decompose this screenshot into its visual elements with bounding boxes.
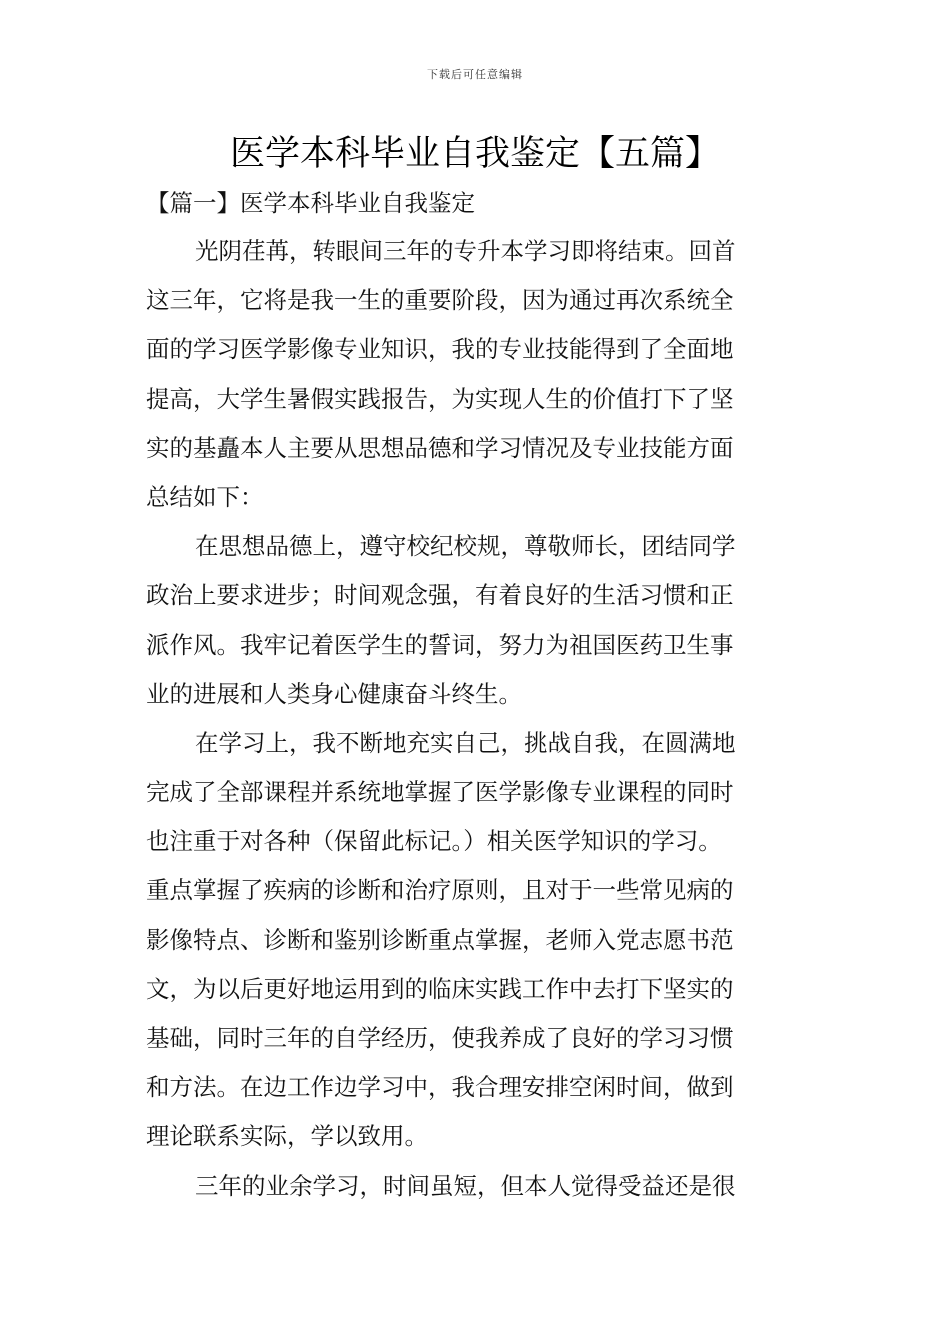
paragraph — [146, 719, 806, 1162]
paragraph-line: 提高，大学生暑假实践报告，为实现人生的价值打下了坚 — [146, 384, 734, 413]
paragraph-line: 这三年，它将是我一生的重要阶段，因为通过再次系统全 — [146, 286, 734, 315]
paragraph-line: 光阴荏苒，转眼间三年的专升本学习即将结束。回首 — [195, 237, 736, 265]
paragraph-line: 面的学习医学影像专业知识，我的专业技能得到了全面地 — [146, 335, 734, 364]
body-text — [146, 227, 806, 1211]
paragraph-line: 和方法。在边工作边学习中，我合理安排空闲时间，做到 — [146, 1073, 734, 1102]
paragraph-line: 在学习上，我不断地充实自己，挑战自我，在圆满地 — [195, 728, 736, 757]
paragraph-line: 在思想品德上，遵守校纪校规，尊敬师长，团结同学 — [195, 532, 736, 561]
section-heading: 【篇一】医学本科毕业自我鉴定 — [146, 189, 475, 217]
paragraph — [146, 227, 806, 522]
paragraph-line: 派作风。我牢记着医学生的誓词，努力为祖国医药卫生事 — [146, 630, 734, 659]
paragraph-line: 实的基矗本人主要从思想品德和学习情况及专业技能方面 — [146, 433, 734, 462]
paragraph — [146, 522, 806, 719]
paragraph-line: 总结如下： — [146, 482, 264, 511]
paragraph-line: 完成了全部课程并系统地掌握了医学影像专业课程的同时 — [146, 778, 734, 807]
paragraph-line: 重点掌握了疾病的诊断和治疗原则，且对于一些常见病的 — [146, 876, 734, 905]
paragraph-line: 政治上要求进步；时间观念强，有着良好的生活习惯和正 — [146, 581, 734, 610]
page-title: 医学本科毕业自我鉴定【五篇】 — [229, 134, 720, 174]
paragraph-line: 文，为以后更好地运用到的临床实践工作中去打下坚实的 — [146, 974, 734, 1003]
paragraph-line: 三年的业余学习，时间虽短，但本人觉得受益还是很 — [195, 1171, 736, 1200]
paragraph — [146, 1162, 806, 1211]
paragraph-line: 理论联系实际，学以致用。 — [146, 1122, 428, 1151]
header-note: 下载后可任意编辑 — [427, 68, 523, 81]
paragraph-line: 业的进展和人类身心健康奋斗终生。 — [146, 679, 522, 708]
paragraph-line: 影像特点、诊断和鉴别诊断重点掌握，老师入党志愿书范 — [146, 925, 734, 954]
paragraph-line: 也注重于对各种（保留此标记。）相关医学知识的学习。 — [146, 827, 722, 856]
paragraph-line: 基础，同时三年的自学经历，使我养成了良好的学习习惯 — [146, 1024, 734, 1052]
